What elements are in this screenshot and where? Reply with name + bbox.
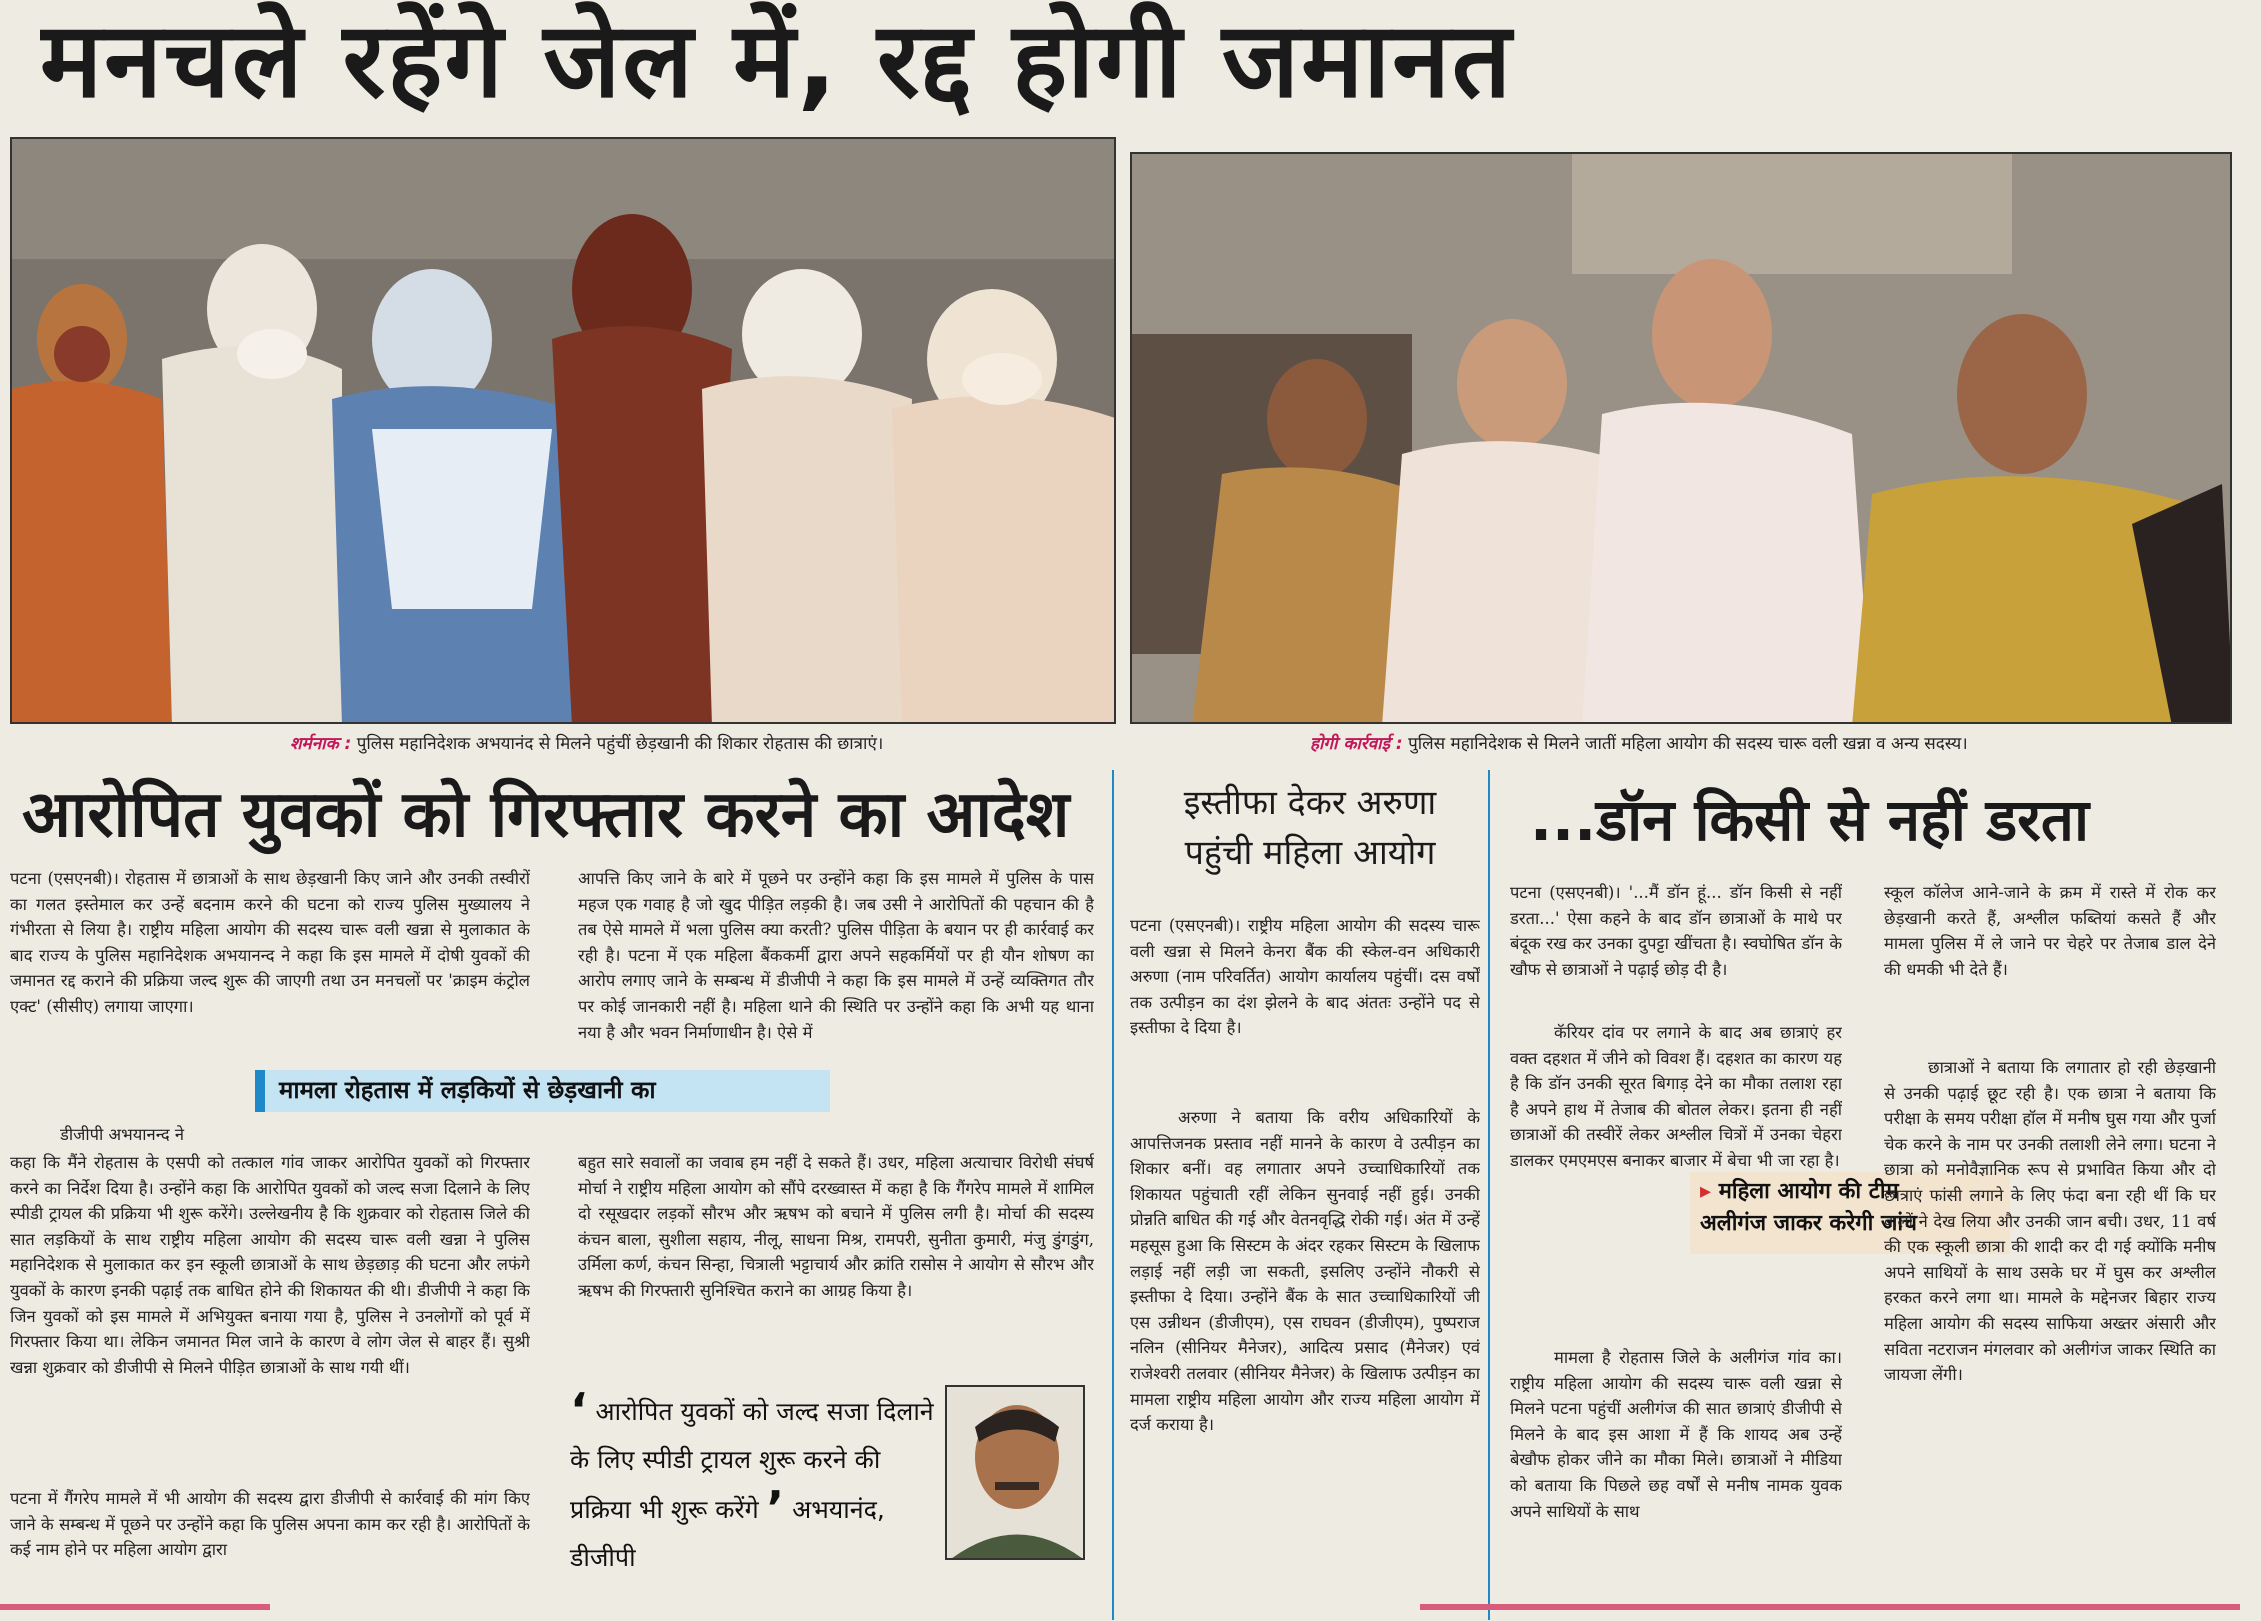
story1-col1-lead [60, 1122, 250, 1150]
paragraph: अरुणा ने बताया कि वरीय अधिकारियों के आपत्तिजनक प्रस्ताव नहीं मानने के कारण वे उत्पीड़न का शिकार बनीं। वह लगातार अपने उच्चाधिकारियों तक शिकायत पहुंचाती रहीं लेकिन सुनवाई नहीं हुई। उनकी प्रोन्नति बाधित की गई और वेतनवृद्धि रोकी गई। अंत में उन्हें महसूस हुआ कि सिस्टम के अंदर रहकर सिस्टम के खिलाफ लड़ाई नहीं लड़ी जा सकती, इसलिए उन्होंने नौकरी से इस्तीफा दे दिया। उन्होंने बैंक के सात उच्चाधिकारियों जी एस उन्नीथन (डीजीएम), एस राघवन (डीजीएम), पुष्पराज नलिन (सीनियर मैनेजर), आदित्य प्रसाद (मैनेजर) एवं राजेश्वरी तलवार (सीनियर मैनेजर) के खिलाफ उत्पीड़न का मामला राष्ट्रीय महिला आयोग और राज्य महिला आयोग में दर्ज कराया है। [1130, 1108, 1480, 1435]
caption-tag: शर्मनाक : [290, 734, 352, 754]
paragraph: स्कूल कॉलेज आने-जाने के क्रम में रास्ते में रोक कर छेड़खानी करते हैं, अश्लील फब्तियां कसते हैं और मामला पुलिस में ले जाने पर चेहरे पर तेजाब डाल देने की धमकी भी देते हैं। [1884, 883, 2216, 979]
paragraph: कहा कि मैंने रोहतास के एसपी को तत्काल गांव जाकर आरोपित युवकों को गिरफ्तार करने का निर्देश दिया है। उन्होंने कहा कि आरोपित युवकों को जल्द सजा दिलाने के लिए स्पीडी ट्रायल की प्रक्रिया भी शुरू करेंगे। उल्लेखनीय है कि शुक्रवार को रोहतास जिले की सात लड़कियों के साथ राष्ट्रीय महिला आयोग की सदस्य चारू वली खन्ना ने पुलिस महानिदेशक से मुलाकात कर इन स्कूली छात्राओं के साथ छेड़छाड़ की घटना और लफंगे युवकों के कारण इनकी पढ़ाई तक बाधित होने की शिकायत की थी। डीजीपी ने कहा कि जिन युवकों को इस मामले में अभियुक्त बनाया गया है, पुलिस ने उनलोगों को पूर्व में गिरफ्तार किया था। लेकिन जमानत मिल जाने के कारण वे लोग जेल से बाहर हैं। सुश्री खन्ना शुक्रवार को डीजीपी से मिलने पीड़ित छात्राओं के साथ गयी थीं। [10, 1153, 530, 1377]
portrait-illustration [947, 1387, 1085, 1560]
column-rule [1112, 770, 1114, 1620]
story1-highlight-strip: मामला रोहतास में लड़कियों से छेड़खानी का [255, 1070, 830, 1112]
bottom-color-strip [0, 1604, 270, 1610]
story1-col2-top [578, 866, 1094, 1102]
paragraph: डीजीपी अभयानन्द ने [60, 1125, 184, 1144]
story2-headline-line1: इस्तीफा देकर अरुणा [1183, 783, 1437, 823]
triangle-arrow-icon: ▸ [1700, 1179, 1712, 1204]
pull-text-1: महिला आयोग की टीम [1718, 1179, 1899, 1204]
paragraph: बहुत सारे सवालों का जवाब हम नहीं दे सकते हैं। उधर, महिला अत्याचार विरोधी संघर्ष मोर्चा ने राष्ट्रीय महिला आयोग को सौंपे दरख्वास्त में कहा है कि गैंगरेप मामले में शामिल दो रसूखदार लड़कों सौरभ और ऋषभ को बचाने में पुलिस लगी है। मोर्चा की सदस्य कंचन बाला, सुशीला सहाय, नीलू, साधना मिश्र, रामपरी, सुनीता कुमारी, मंजु डुंगडुंग, उर्मिला कर्ण, कंचन सिन्हा, चित्राली भट्टाचार्य और क्रांति रासोस ने आयोग से सौरभ और ऋषभ की गिरफ्तारी सुनिश्चित कराने का आग्रह किया है। [578, 1153, 1094, 1300]
story1-col2-bottom [578, 1150, 1094, 1360]
photo-rohtas-students [10, 137, 1116, 724]
paragraph: पटना (एसएनबी)। '...मैं डॉन हूं... डॉन किसी से नहीं डरता...' ऐसा कहने के बाद डॉन छात्राओं के माथे पर बंदूक रख कर उनका दुपट्टा खींचता है। स्वघोषित डॉन के खौफ से छात्राओं ने पढ़ाई छोड़ दी है। [1510, 883, 1842, 979]
paragraph: आपत्ति किए जाने के बारे में पूछने पर उन्होंने कहा कि इस मामले में पुलिस के पास महज एक गवाह है जो खुद पीड़ित लड़की है। जब उसी ने आरोपितों की पहचान की है तब ऐसे मामले में भला पुलिस क्या करती? पुलिस पीड़िता के बयान पर ही कार्रवाई कर रही है। पटना में एक महिला बैंककर्मी द्वारा अपने सहकर्मियों पर ही यौन शोषण का आरोप लगाए जाने के सम्बन्ध में डीजीपी ने कहा कि इस मामले में उन्हें व्यक्तिगत तौर पर कोई जानकारी नहीं है। महिला थाने की स्थिति पर उन्होंने कहा कि अभी यह थाना नया है और भवन निर्माणाधीन है। ऐसे में [578, 869, 1094, 1042]
column-rule [1488, 770, 1490, 1620]
pull-line-2: अलीगंज जाकर करेगी जांच [1700, 1211, 1917, 1236]
open-quote-mark: ‘ [570, 1383, 588, 1437]
left-photo-caption [290, 733, 1120, 755]
paragraph: पटना में गैंगरेप मामले में भी आयोग की सदस्य द्वारा डीजीपी से कार्रवाई की मांग किए जाने के सम्बन्ध में पूछने पर उन्होंने कहा कि पुलिस अपना काम कर रही है। आरोपितों के कई नाम होने पर महिला आयोग द्वारा [10, 1489, 530, 1560]
story1-col1-top [10, 866, 530, 1082]
quote-attribution: अभयानंद, डीजीपी [570, 1495, 885, 1572]
caption-tag: होगी कार्रवाई : [1310, 734, 1403, 754]
story1-headline: आरोपित युवकों को गिरफ्तार करने का आदेश [22, 778, 1070, 852]
bottom-color-strip [1420, 1604, 2240, 1610]
story2-headline [1140, 778, 1480, 878]
students-photo-illustration [12, 139, 1116, 724]
story2-headline-line2: पहुंची महिला आयोग [1184, 833, 1436, 873]
story2-col-b [1130, 1105, 1480, 1575]
story3-col2-b [1884, 1055, 2216, 1585]
story3-col1-b [1510, 1020, 1842, 1320]
masthead-headline: मनचले रहेंगे जेल में, रद्द होगी जमानत [40, 0, 1514, 121]
caption-text: पुलिस महानिदेशक से मिलने जातीं महिला आयोग की सदस्य चारू वली खन्ना व अन्य सदस्य। [1408, 734, 1968, 754]
quote-text: आरोपित युवकों को जल्द सजा दिलाने के लिए स्पीडी ट्रायल शुरू करने की प्रक्रिया भी शुरू करेंगे [570, 1397, 934, 1524]
caption-text: पुलिस महानिदेशक अभयानंद से मिलने पहुंचीं छेड़खानी की शिकार रोहतास की छात्राएं। [356, 734, 884, 754]
paragraph: कॅरियर दांव पर लगाने के बाद अब छात्राएं हर वक्त दहशत में जीने को विवश हैं। दहशत का कारण यह है कि डॉन उनकी सूरत बिगाड़ देने का मौका तलाश रहा है अपने हाथ में तेजाब की बोतल लेकर। इतना ही नहीं छात्राओं की तस्वीरें लेकर अश्लील चित्रों में उनका चेहरा डालकर एमएमएस बनाकर बाजार में बेचा भी जा रहा है। [1510, 1023, 1842, 1170]
story2-col-a [1130, 913, 1480, 1105]
story1-col1-bottom [10, 1150, 530, 1486]
story3-col1-c [1510, 1345, 1842, 1585]
story1-quote [570, 1383, 940, 1582]
story3-headline: ...डॉन किसी से नहीं डरता [1530, 786, 2089, 854]
paragraph: पटना (एसएनबी)। राष्ट्रीय महिला आयोग की सदस्य चारू वली खन्ना से मिलने केनरा बैंक की स्केल-वन अधिकारी अरुणा (नाम परिवर्तित) आयोग कार्यालय पहुंचीं। दस वर्षों तक उत्पीड़न का दंश झेलने के बाद अंततः उन्होंने पद से इस्तीफा दे दिया है। [1130, 916, 1480, 1038]
paragraph: छात्राओं ने बताया कि लगातार हो रही छेड़खानी से उनकी पढ़ाई छूट रही है। एक छात्रा ने बताया कि परीक्षा के समय परीक्षा हॉल में मनीष घुस गया और पुर्जा चेक करने के नाम पर उनकी तलाशी लेने लगा। घटना ने छात्रा को मनोवैज्ञानिक रूप से प्रभावित किया और दो छात्राएं फांसी लगाने के लिए फंदा बना रही थीं कि घर वालों ने देख लिया और उनकी जान बची। उधर, 11 वर्ष की एक स्कूली छात्रा की शादी कर दी गई क्योंकि मनीष अपने साथियों के साथ उसके घर में घुस कर अश्लील हरकत करने लगा था। मामले के मद्देनजर बिहार राज्य महिला आयोग की सदस्य साफिया अख्तर अंसारी और सविता नटराजन मंगलवार को अलीगंज जाकर स्थिति का जायजा लेंगी। [1884, 1058, 2216, 1385]
story3-col1-a [1510, 880, 1842, 1020]
paragraph: मामला है रोहतास जिले के अलीगंज गांव का। राष्ट्रीय महिला आयोग की सदस्य चारू वली खन्ना से मिलने पटना पहुंचीं अलीगंज की सात छात्राएं डीजीपी से मिलने के बाद इस आशा में हैं कि शायद अब उन्हें बेखौफ होकर जीने का मौका मिले। छात्राओं ने मीडिया को बताया कि पिछले छह वर्षों से मनीष नामक युवक अपने साथियों के साथ [1510, 1348, 1842, 1521]
photo-commission-members [1130, 152, 2232, 724]
dgp-portrait [945, 1385, 1085, 1560]
story3-col2-a [1884, 880, 2216, 1040]
paragraph: पटना (एसएनबी)। रोहतास में छात्राओं के साथ छेड़खानी किए जाने और उनकी तस्वीरों का गलत इस्तेमाल कर उन्हें बदनाम करने की घटना को राज्य पुलिस मुख्यालय ने गंभीरता से लिया है। राष्ट्रीय महिला आयोग की सदस्य चारू वली खन्ना से मुलाकात के बाद राज्य के पुलिस महानिदेशक अभयानन्द ने कहा कि इस मामले में दोषी युवकों की जमानत रद्द कराने की प्रक्रिया जल्द शुरू की जाएगी तथा उन मनचलों पर 'क्राइम कंट्रोल एक्ट' (सीसीए) लगाया जाएगा। [10, 869, 530, 1016]
close-quote-mark: ’ [766, 1481, 785, 1535]
commission-photo-illustration [1132, 154, 2232, 724]
story1-col1-last [10, 1486, 530, 1566]
right-photo-caption [1310, 733, 2240, 755]
